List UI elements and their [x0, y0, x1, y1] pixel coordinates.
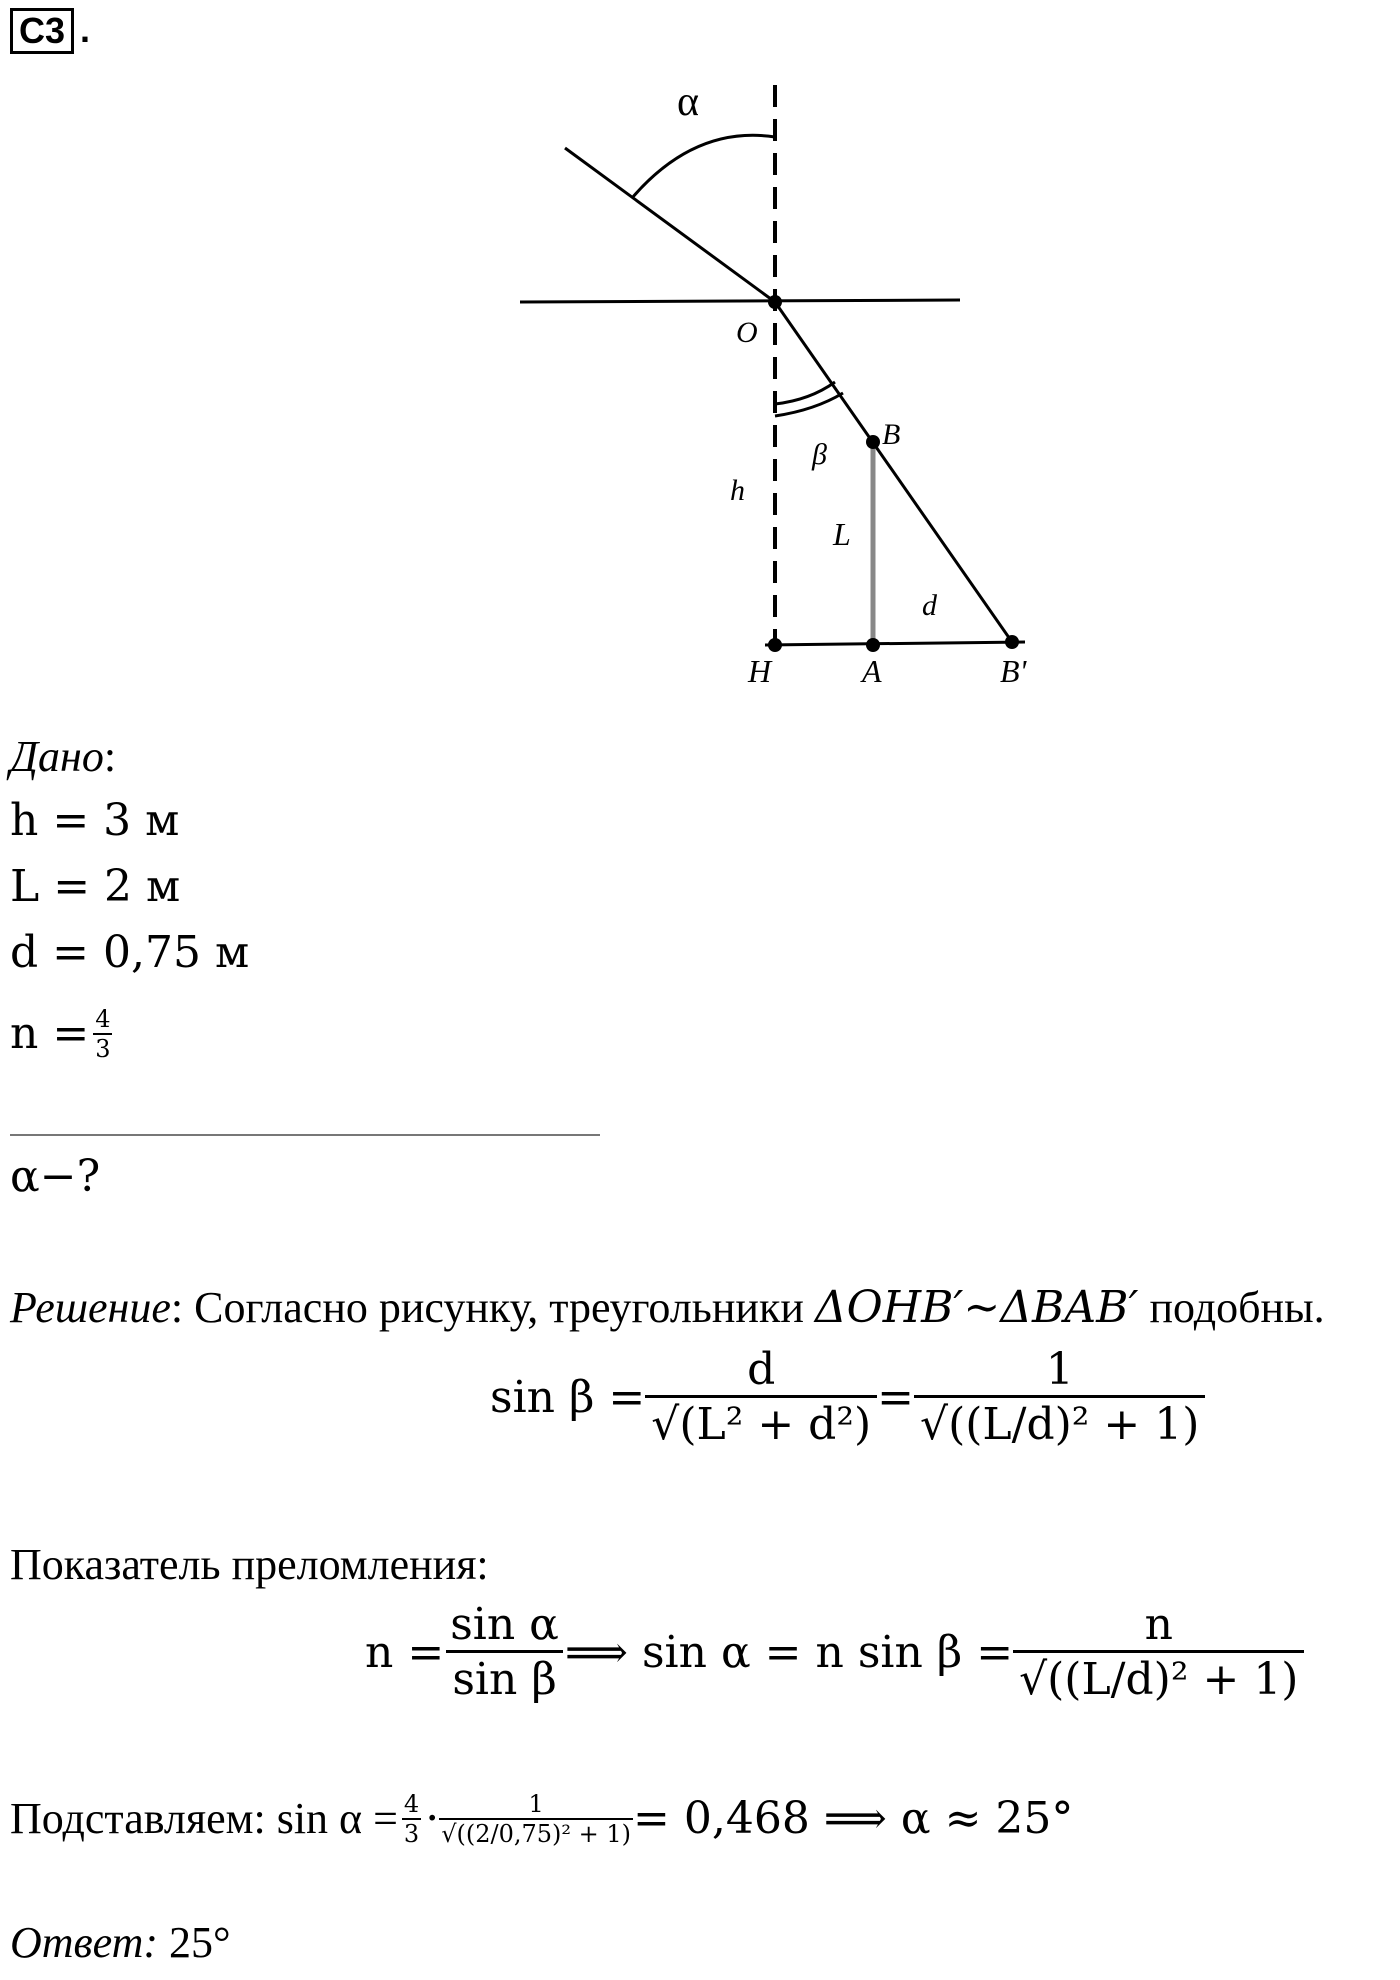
given-n-prefix: n = [10, 1008, 90, 1059]
eq1-den1: √(L² + d²) [645, 1395, 877, 1450]
eq1-num2: 1 [1045, 1344, 1074, 1395]
substitute-fraction-main [439, 1790, 633, 1848]
eq2-den1: sin β [446, 1650, 562, 1705]
eq2-lhs: n = [365, 1626, 445, 1678]
given-L: L = 2 м [10, 861, 181, 912]
eq1-equals: = [877, 1371, 915, 1423]
given-n-den: 3 [95, 1035, 111, 1063]
label-h: h [730, 474, 745, 507]
eq1-fraction-1 [645, 1345, 877, 1450]
given-n-num: 4 [95, 1005, 111, 1033]
given-title: Дано [10, 732, 104, 781]
equation-refraction [365, 1600, 1304, 1705]
surface-line [520, 300, 960, 302]
point-B [866, 435, 880, 449]
given-title-colon: : [103, 732, 117, 781]
refraction-label: Показатель преломления: [10, 1540, 489, 1589]
triangles-expression: ΔOHB′~ΔBAB′ [814, 1282, 1139, 1333]
substitute-frac-den: 3 [403, 1820, 420, 1848]
equation-sin-beta [490, 1345, 1205, 1450]
eq1-den2: √((L/d)² + 1) [914, 1395, 1205, 1450]
bottom-line [765, 642, 1025, 645]
given-h: h = 3 м [10, 795, 180, 846]
eq1-lhs: sin β = [490, 1371, 646, 1423]
refracted-ray [775, 302, 1012, 642]
point-A [866, 638, 880, 652]
point-O [768, 295, 782, 309]
given-n [10, 1005, 116, 1063]
problem-label: C3 [10, 8, 74, 54]
eq2-den2: √((L/d)² + 1) [1013, 1650, 1304, 1705]
point-Bprime [1005, 635, 1019, 649]
answer-line [10, 1918, 231, 1968]
substitution-line [10, 1790, 1073, 1848]
eq2-num1: sin α [450, 1599, 559, 1650]
solution-intro-end: подобны. [1138, 1283, 1325, 1332]
point-H [768, 638, 782, 652]
label-O: O [736, 316, 758, 349]
alpha-arc [632, 135, 775, 198]
eq1-fraction-2 [914, 1345, 1205, 1450]
refraction-diagram [500, 70, 1027, 710]
label-B: B [882, 418, 901, 451]
solution-intro [10, 1283, 1325, 1333]
substitute-frac-num: 4 [403, 1790, 420, 1818]
given-divider [10, 1134, 600, 1136]
answer-label: Ответ: [10, 1918, 159, 1967]
label-beta: β [812, 438, 827, 471]
label-H: H [748, 653, 772, 689]
alpha-label: α [677, 79, 700, 125]
substitute-dot: · [425, 1793, 440, 1844]
label-L: L [833, 516, 851, 552]
substitute-result: = 0,468 ⟹ α ≈ 25° [633, 1793, 1074, 1844]
answer-value: 25° [158, 1918, 231, 1967]
substitute-num: 1 [528, 1790, 544, 1818]
substitute-den: √((2/0,75)² + 1) [441, 1820, 631, 1848]
given-title-line [10, 732, 116, 782]
given-d: d = 0,75 м [10, 927, 250, 978]
solution-intro-text: : Согласно рисунку, треугольники [170, 1283, 815, 1332]
incident-ray [565, 148, 775, 302]
eq2-fraction-2 [1013, 1600, 1304, 1705]
eq1-num1: d [747, 1344, 776, 1395]
label-d: d [922, 589, 937, 622]
substitute-label: Подставляем: sin α = [10, 1794, 398, 1843]
solution-title: Решение [10, 1283, 171, 1332]
eq2-num2: n [1144, 1599, 1173, 1650]
eq2-fraction-1 [444, 1600, 565, 1705]
label-Bprime: B' [1000, 653, 1027, 689]
problem-label-dot: . [80, 9, 91, 50]
substitute-fraction-coef [398, 1790, 425, 1848]
eq2-mid: ⟹ sin α = n sin β = [564, 1626, 1014, 1678]
find-line: α−? [10, 1151, 101, 1202]
given-n-fraction [89, 1005, 116, 1063]
label-A: A [862, 653, 882, 689]
